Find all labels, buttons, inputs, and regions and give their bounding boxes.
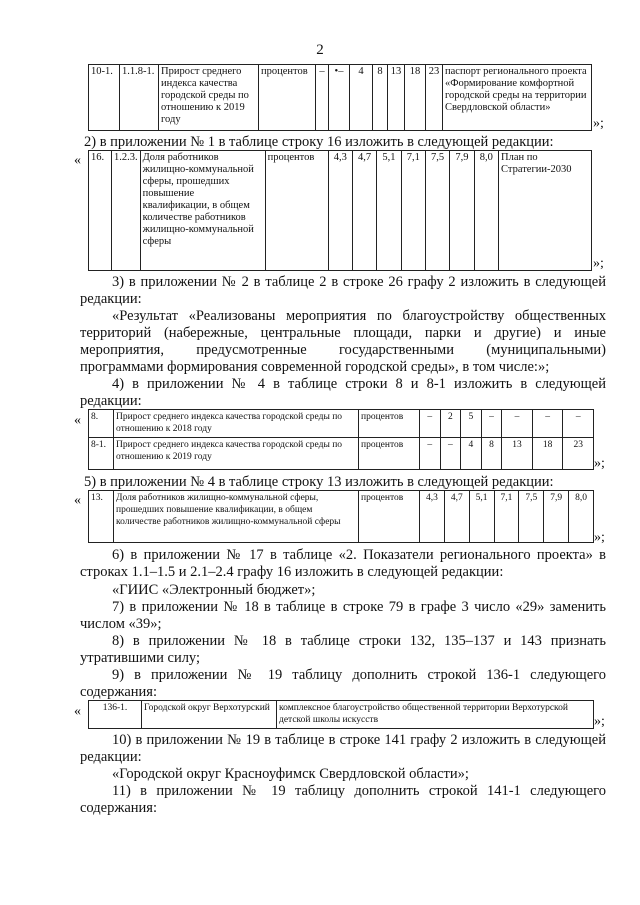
closing-quote: »; bbox=[594, 456, 605, 471]
cell-value: 13 bbox=[388, 65, 405, 131]
closing-quote: »; bbox=[594, 714, 605, 729]
cell-value: 4,7 bbox=[444, 491, 469, 543]
opening-quote: « bbox=[74, 704, 81, 719]
item-10-quote: «Городской округ Красноуфимск Свердловской области»; bbox=[112, 766, 469, 782]
cell-value: 4,3 bbox=[328, 151, 352, 271]
item-11: 11) в приложении № 19 таблицу дополнить строкой 141-1 следующего содержания: bbox=[80, 783, 606, 816]
item-8: 8) в приложении № 18 в таблице строки 132, 135–137 и 143 признать утратившими силу; bbox=[80, 633, 606, 666]
item-7: 7) в приложении № 18 в таблице в строке 79 в графе 3 число «29» заменить числом «39»; bbox=[80, 599, 606, 632]
cell-source: План по Стратегии-2030 bbox=[499, 151, 592, 271]
closing-quote: »; bbox=[594, 530, 605, 545]
cell-name: Прирост среднего индекса качества городской среды по отношению к 2019 году bbox=[114, 438, 359, 470]
cell-value: 18 bbox=[405, 65, 426, 131]
cell-name: Прирост среднего индекса качества городской среды по отношению к 2018 году bbox=[114, 410, 359, 438]
cell-value: 4,7 bbox=[352, 151, 376, 271]
table-row-136-1 bbox=[88, 700, 594, 729]
cell-value: 23 bbox=[563, 438, 594, 470]
cell-num: 13. bbox=[89, 491, 114, 543]
cell-value: – bbox=[316, 65, 329, 131]
item-3-quote: «Результат «Реализованы мероприятия по благоустройству общественных территорий (набережные, центральные площади, парки и другие) и иные мероприятия, предусмотренные государственными (муниципальными) программами формирования современной городской среды», в том числе:»; bbox=[80, 308, 606, 375]
table-row-10-1 bbox=[88, 64, 592, 131]
cell-value: – bbox=[532, 410, 563, 438]
cell-value: 5 bbox=[461, 410, 482, 438]
cell-value: 23 bbox=[426, 65, 443, 131]
cell-value: 7,5 bbox=[519, 491, 544, 543]
opening-quote: « bbox=[74, 413, 81, 428]
cell-num: 8-1. bbox=[89, 438, 114, 470]
item-6-quote: «ГИИС «Электронный бюджет»; bbox=[112, 582, 316, 598]
item-2: 2) в приложении № 1 в таблице строку 16 изложить в следующей редакции: bbox=[84, 134, 554, 150]
cell-unit: процентов bbox=[359, 410, 420, 438]
item-9: 9) в приложении № 19 таблицу дополнить строкой 136-1 следующего содержания: bbox=[80, 667, 606, 700]
cell-value: 5,1 bbox=[377, 151, 401, 271]
page-number: 2 bbox=[316, 42, 324, 58]
opening-quote: « bbox=[74, 493, 81, 508]
cell-num: 136-1. bbox=[89, 701, 142, 729]
cell-value: – bbox=[440, 438, 461, 470]
cell-value: 4,3 bbox=[420, 491, 445, 543]
cell-value: •– bbox=[329, 65, 350, 131]
cell-value: 4 bbox=[350, 65, 373, 131]
cell-value: 8 bbox=[481, 438, 502, 470]
item-6: 6) в приложении № 17 в таблице «2. Показатели регионального проекта» в строках 1.1–1.5 и 2.1–2.4 графу 16 изложить в следующей редакции: bbox=[80, 547, 606, 580]
cell-code: 1.2.3. bbox=[112, 151, 141, 271]
cell-unit: процентов bbox=[259, 65, 316, 131]
cell-value: 7,9 bbox=[450, 151, 474, 271]
item-3: 3) в приложении № 2 в таблице 2 в строке 26 графу 2 изложить в следующей редакции: bbox=[80, 274, 606, 307]
cell-num: 10-1. bbox=[89, 65, 120, 131]
cell-code: 1.1.8-1. bbox=[120, 65, 159, 131]
item-5: 5) в приложении № 4 в таблице строку 13 изложить в следующей редакции: bbox=[84, 474, 554, 490]
cell-value: 5,1 bbox=[469, 491, 494, 543]
table-row bbox=[89, 438, 594, 470]
cell-event: комплексное благоустройство общественной территории Верхотурской детской школы искусств bbox=[277, 701, 594, 729]
item-4: 4) в приложении № 4 в таблице строки 8 и 8-1 изложить в следующей редакции: bbox=[80, 376, 606, 409]
cell-value: – bbox=[481, 410, 502, 438]
table-row-13 bbox=[88, 490, 594, 543]
closing-quote: »; bbox=[593, 116, 604, 131]
cell-num: 8. bbox=[89, 410, 114, 438]
cell-value: – bbox=[502, 410, 533, 438]
item-10: 10) в приложении № 19 в таблице в строке 141 графу 2 изложить в следующей редакции: bbox=[80, 732, 606, 765]
cell-value: – bbox=[420, 410, 441, 438]
cell-unit: процентов bbox=[265, 151, 328, 271]
cell-num: 16. bbox=[89, 151, 112, 271]
table-row-16 bbox=[88, 150, 592, 271]
cell-unit: процентов bbox=[359, 491, 420, 543]
cell-value: 18 bbox=[532, 438, 563, 470]
cell-name: Прирост среднего индекса качества городской среды по отношению к 2019 году bbox=[159, 65, 259, 131]
cell-value: – bbox=[420, 438, 441, 470]
cell-value: 13 bbox=[502, 438, 533, 470]
cell-name: Городской округ Верхотурский bbox=[142, 701, 277, 729]
opening-quote: « bbox=[74, 153, 81, 168]
cell-value: 8,0 bbox=[569, 491, 594, 543]
cell-unit: процентов bbox=[359, 438, 420, 470]
cell-value: 7,5 bbox=[425, 151, 449, 271]
cell-value: 2 bbox=[440, 410, 461, 438]
cell-source: паспорт регионального проекта «Формирование комфортной городской среды на территории Свердловской области» bbox=[443, 65, 592, 131]
table-row bbox=[89, 410, 594, 438]
cell-value: 8 bbox=[373, 65, 388, 131]
cell-value: 7,9 bbox=[544, 491, 569, 543]
cell-value: 7,1 bbox=[401, 151, 425, 271]
closing-quote: »; bbox=[593, 256, 604, 271]
cell-name: Доля работников жилищно-коммунальной сферы, прошедших повышение квалификации, в общем количестве работников жилищно-коммунальной сферы bbox=[114, 491, 359, 543]
cell-value: – bbox=[563, 410, 594, 438]
cell-value: 4 bbox=[461, 438, 482, 470]
cell-name: Доля работников жилищно-коммунальной сферы, прошедших повышение квалификации, в общем количестве работников жилищно-коммунальной сферы bbox=[140, 151, 265, 271]
cell-value: 7,1 bbox=[494, 491, 519, 543]
table-rows-8 bbox=[88, 409, 594, 470]
cell-value: 8,0 bbox=[474, 151, 498, 271]
